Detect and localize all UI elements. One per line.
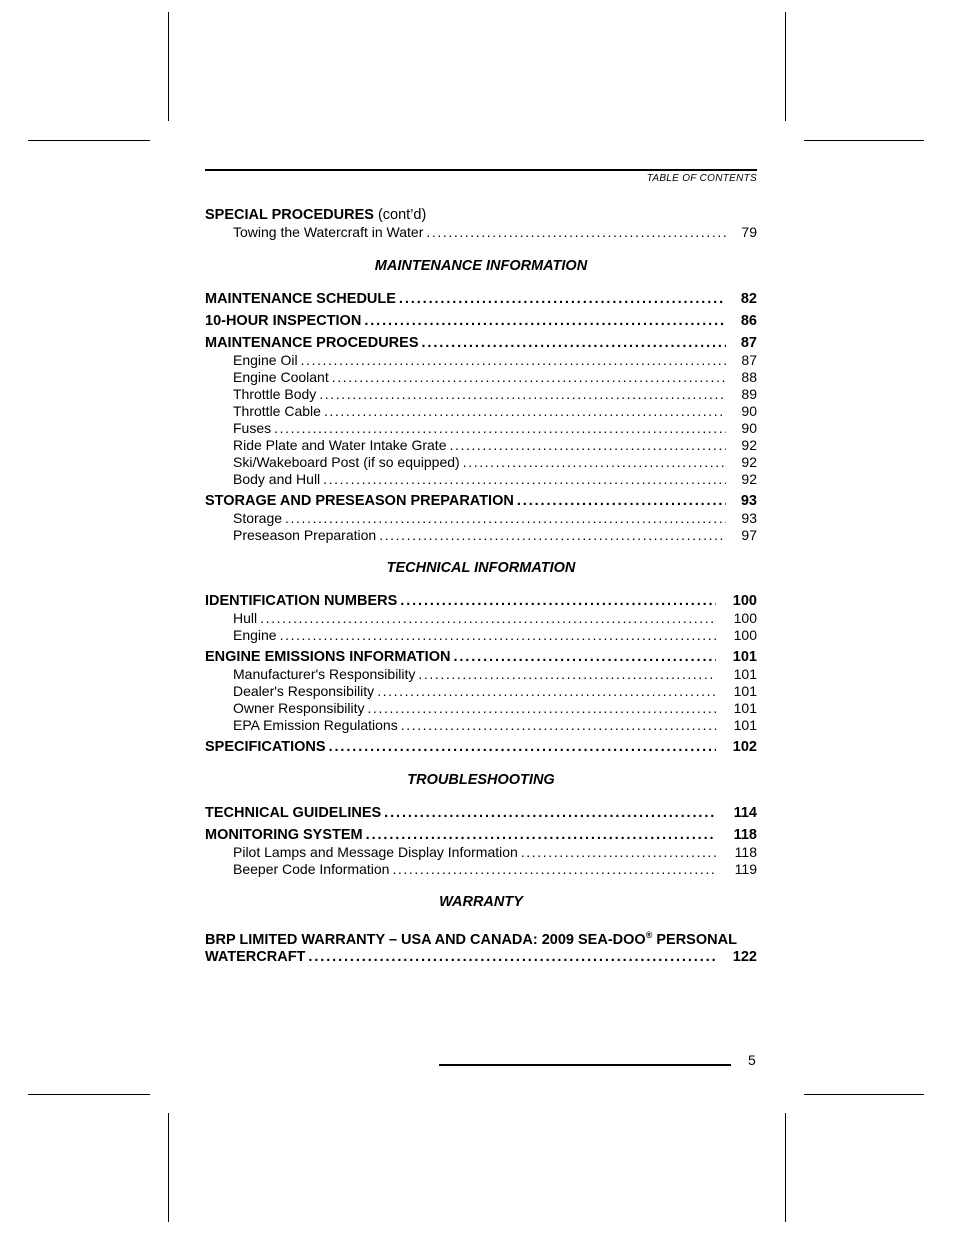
toc-page-number: 90 [741,420,757,436]
dot-leader [368,700,717,717]
toc-entry-label: Owner Responsibility [233,700,365,716]
toc-entry-ski-wakeboard-post[interactable] [205,454,757,471]
dot-leader [280,627,716,644]
section-heading-technical: TECHNICAL INFORMATION [386,560,576,576]
toc-entry-label: Body and Hull [233,471,321,487]
toc-entry-label: Ride Plate and Water Intake Grate [233,437,447,453]
dot-leader [392,861,716,878]
toc-entry-throttle-body[interactable] [205,386,757,403]
dot-leader [332,369,726,386]
section-heading-warranty: WARRANTY [439,894,523,910]
dot-leader [401,717,716,734]
dot-leader [260,610,716,627]
toc-entry-preseason-preparation[interactable] [205,527,757,544]
toc-entry-label: Fuses [233,420,272,436]
section-heading-maintenance: MAINTENANCE INFORMATION [374,258,588,274]
toc-entry-label: Storage [233,510,283,526]
dot-leader [379,527,726,544]
crop-mark [804,140,924,141]
toc-entry-brp-limited-warranty[interactable] [205,927,757,966]
crop-mark [28,1094,150,1095]
toc-page-number: 79 [741,224,757,240]
toc-page-number: 122 [732,948,757,965]
toc-entry-throttle-cable[interactable] [205,403,757,420]
toc-page-number: 87 [741,352,757,368]
toc-entry-label: Beeper Code Information [233,861,390,877]
toc-entry-label: Towing the Watercraft in Water [233,224,424,240]
crop-mark [785,12,786,121]
dot-leader [517,493,726,510]
toc-entry-label: Engine Oil [233,352,298,368]
crop-mark [804,1094,924,1095]
toc-entry-engine[interactable] [205,627,757,644]
toc-entry-label: SPECIFICATIONS [205,739,326,755]
footer-rule [439,1064,731,1066]
dot-leader [418,666,716,683]
dot-leader [329,739,716,756]
running-header: TABLE OF CONTENTS [646,173,757,184]
toc-entry-epa-emission-regulations[interactable] [205,717,757,734]
toc-page-number: 101 [732,649,757,665]
toc-page-number: 90 [741,403,757,419]
toc-page-number: 114 [733,805,757,821]
toc-page-number: 100 [732,593,757,609]
dot-leader [301,352,726,369]
toc-page-number: 88 [741,369,757,385]
toc-entry-identification-numbers[interactable] [205,593,757,610]
toc-entry-label: Pilot Lamps and Message Display Information [233,844,518,860]
dot-leader [426,224,726,241]
dot-leader [364,313,726,330]
toc-entry-label: BRP LIMITED WARRANTY – USA AND CANADA: 2009 SEA-DOO® PERSONAL [205,930,737,948]
toc-page-number: 101 [733,666,757,682]
dot-leader [324,403,726,420]
dot-leader [366,827,716,844]
toc-entry-label: Ski/Wakeboard Post (if so equipped) [233,454,460,470]
toc-entry-label: Engine [233,627,277,643]
dot-leader [323,471,726,488]
dot-leader [377,683,716,700]
page-number: 5 [748,1052,756,1068]
toc-page-number: 118 [733,827,757,843]
toc-entry-label: SPECIAL PROCEDURES (cont’d) [205,207,427,223]
dot-leader [521,844,716,861]
toc-entry-label: MAINTENANCE SCHEDULE [205,291,396,307]
toc-entry-engine-emissions[interactable] [205,649,757,666]
toc-entry-body-and-hull[interactable] [205,471,757,488]
toc-page-number: 118 [734,844,757,860]
dot-leader [453,649,716,666]
header-rule [205,169,757,171]
toc-entry-label: IDENTIFICATION NUMBERS [205,593,398,609]
toc-page-number: 87 [740,335,757,351]
toc-entry-pilot-lamps[interactable] [205,844,757,861]
dot-leader [319,386,726,403]
crop-mark [28,140,150,141]
toc-entry-manufacturers-responsibility[interactable] [205,666,757,683]
toc-entry-label: EPA Emission Regulations [233,717,398,733]
dot-leader [384,805,716,822]
toc-entry-label: 10-HOUR INSPECTION [205,313,362,329]
toc-entry-engine-oil[interactable] [205,352,757,369]
toc-entry-dealers-responsibility[interactable] [205,683,757,700]
toc-page-number: 101 [733,683,757,699]
toc-page-number: 100 [733,627,757,643]
dot-leader [422,335,727,352]
toc-entry-technical-guidelines[interactable] [205,805,757,822]
toc-entry-label-continued: WATERCRAFT [205,948,306,965]
toc-entry-label: Manufacturer's Responsibility [233,666,416,682]
toc-entry-label: STORAGE AND PRESEASON PREPARATION [205,493,514,509]
toc-entry-maintenance-procedures[interactable] [205,335,757,352]
toc-page-number: 92 [741,471,757,487]
toc-entry-owner-responsibility[interactable] [205,700,757,717]
toc-entry-maintenance-schedule[interactable] [205,291,757,308]
toc-page-number: 92 [741,437,757,453]
dot-leader [400,593,716,610]
toc-page-number: 92 [741,454,757,470]
section-heading-troubleshooting: TROUBLESHOOTING [407,772,555,788]
toc-entry-label: Dealer's Responsibility [233,683,375,699]
toc-page-number: 82 [740,291,757,307]
dot-leader [285,510,726,527]
toc-entry-ride-plate[interactable] [205,437,757,454]
toc-entry-10-hour-inspection[interactable] [205,313,757,330]
toc-page-number: 93 [741,510,757,526]
toc-page-number: 102 [732,739,757,755]
toc-entry-label: MONITORING SYSTEM [205,827,363,843]
toc-entry-fuses[interactable] [205,420,757,437]
crop-mark [168,12,169,121]
toc-entry-specifications[interactable] [205,739,757,756]
toc-page-number: 101 [733,700,757,716]
toc-entry-monitoring-system[interactable] [205,827,757,844]
dot-leader [274,420,726,437]
toc-entry-label: TECHNICAL GUIDELINES [205,805,382,821]
toc-page-number: 89 [741,386,757,402]
toc-entry-label: Preseason Preparation [233,527,377,543]
toc-entry-label: Throttle Body [233,386,317,402]
toc-entry-label: Engine Coolant [233,369,329,385]
crop-mark [785,1113,786,1222]
toc-page-number: 100 [733,610,757,626]
toc-page-number: 119 [734,861,757,877]
toc-entry-hull[interactable] [205,610,757,627]
toc-entry-label: MAINTENANCE PROCEDURES [205,335,419,351]
toc-entry-engine-coolant[interactable] [205,369,757,386]
toc-entry-label: Hull [233,610,258,626]
toc-page-number: 101 [733,717,757,733]
toc-entry-storage-preseason[interactable] [205,493,757,510]
crop-mark [168,1113,169,1222]
toc-entry-beeper-code[interactable] [205,861,757,878]
toc-entry-label: ENGINE EMISSIONS INFORMATION [205,649,451,665]
toc-entry-label: Throttle Cable [233,403,321,419]
dot-leader [463,454,726,471]
toc-entry-towing[interactable] [205,224,757,241]
toc-page-number: 86 [740,313,757,329]
toc-page-number: 93 [740,493,757,509]
dot-leader [399,291,726,308]
dot-leader [449,437,726,454]
toc-page-number: 97 [741,527,757,543]
dot-leader [308,949,716,966]
toc-entry-special-procedures[interactable] [205,207,757,224]
toc-entry-storage[interactable] [205,510,757,527]
table-of-contents [205,207,757,966]
